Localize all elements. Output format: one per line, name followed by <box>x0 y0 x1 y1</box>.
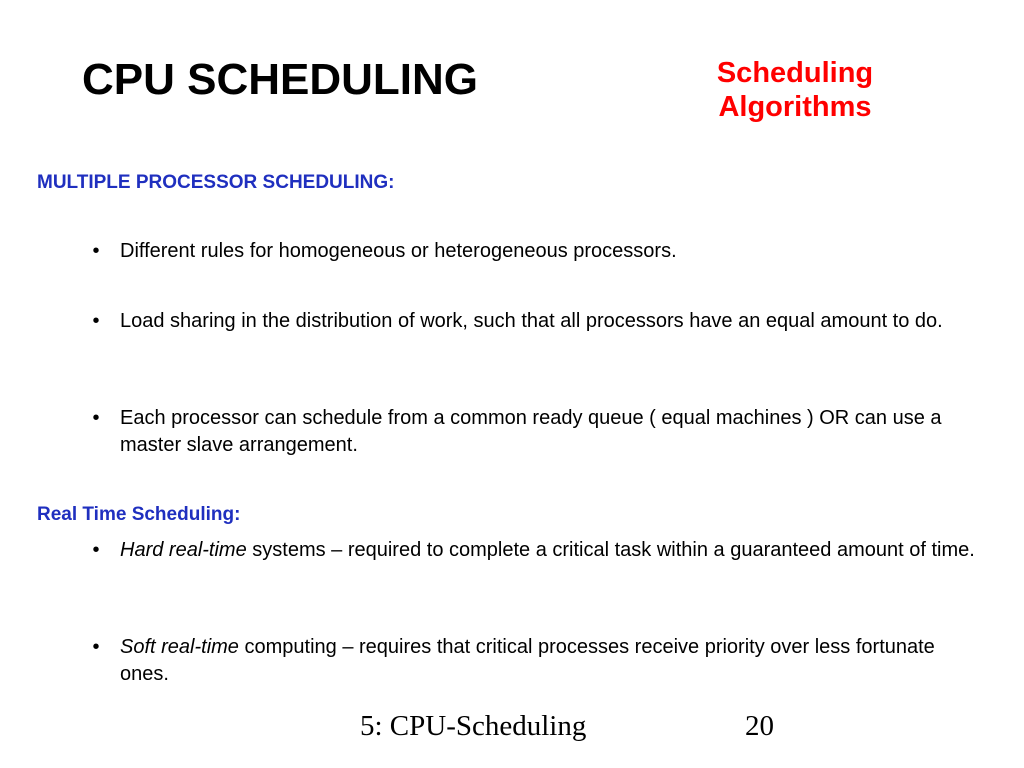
slide-subtitle-line-1: Scheduling <box>716 57 874 89</box>
multiprocessor-bullet-3 <box>86 405 986 459</box>
bullet-marker: • <box>92 636 100 658</box>
slide-subtitle-line-2: Algorithms <box>718 91 872 123</box>
bullet-body: computing – requires that critical processes receive priority over less fortunate ones. <box>120 636 935 685</box>
multiprocessor-bullet-2 <box>86 308 986 335</box>
bullet-marker: • <box>92 310 100 332</box>
bullet-text <box>120 537 986 564</box>
bullet-lead-term: Hard real-time <box>120 539 247 561</box>
page-number: 20 <box>745 710 774 742</box>
multiprocessor-heading: MULTIPLE PROCESSOR SCHEDULING: <box>37 172 395 193</box>
realtime-heading: Real Time Scheduling: <box>37 504 241 525</box>
slide-subtitle <box>640 56 950 124</box>
multiprocessor-bullet-1 <box>86 238 986 265</box>
realtime-bullet-1 <box>86 537 986 564</box>
footer-title: 5: CPU-Scheduling <box>360 710 587 742</box>
bullet-lead-term: Soft real-time <box>120 636 239 658</box>
bullet-marker: • <box>92 407 100 429</box>
bullet-text: Load sharing in the distribution of work, such that all processors have an equal amount to do. <box>120 310 943 332</box>
bullet-text <box>120 634 986 688</box>
bullet-text: Each processor can schedule from a common ready queue ( equal machines ) OR can use a master slave arrangement. <box>120 407 942 456</box>
bullet-marker: • <box>92 240 100 262</box>
bullet-body: systems – required to complete a critical task within a guaranteed amount of time. <box>246 539 975 561</box>
realtime-bullet-2 <box>86 634 986 688</box>
bullet-text: Different rules for homogeneous or heterogeneous processors. <box>120 240 677 262</box>
slide-title: CPU SCHEDULING <box>82 55 479 104</box>
bullet-marker: • <box>92 539 100 561</box>
